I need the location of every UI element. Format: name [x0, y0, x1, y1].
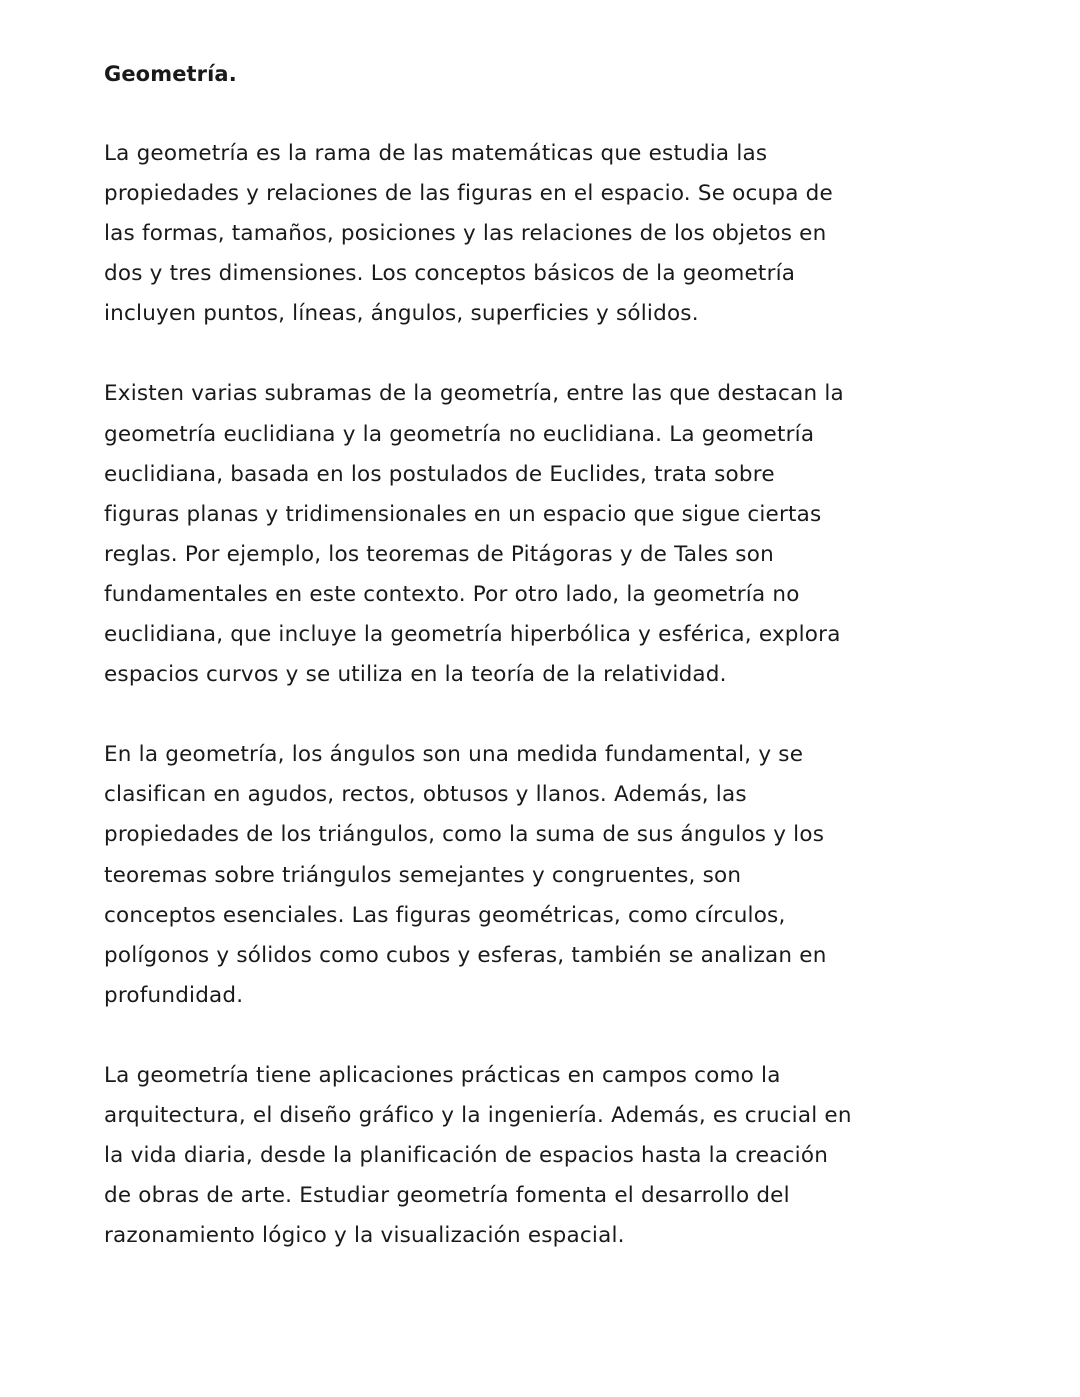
text-line: La geometría tiene aplicaciones prácticas en campos como la: [104, 1062, 781, 1088]
text-line: euclidiana, basada en los postulados de Euclides, trata sobre: [104, 461, 775, 487]
text-line: dos y tres dimensiones. Los conceptos básicos de la geometría: [104, 261, 796, 287]
text-line: propiedades y relaciones de las figuras en el espacio. Se ocupa de: [104, 181, 833, 207]
text-line: reglas. Por ejemplo, los teoremas de Pitágoras y de Tales son: [104, 541, 774, 567]
text-line: Existen varias subramas de la geometría, entre las que destacan la: [104, 381, 844, 407]
paragraph-2: [104, 374, 904, 695]
text-line: figuras planas y tridimensionales en un espacio que sigue ciertas: [104, 501, 822, 527]
document-title: Geometría.: [104, 62, 237, 86]
text-line: clasifican en agudos, rectos, obtusos y llanos. Además, las: [104, 782, 747, 808]
paragraph-4: [104, 1056, 904, 1256]
text-line: En la geometría, los ángulos son una medida fundamental, y se: [104, 742, 804, 768]
text-line: la vida diaria, desde la planificación de espacios hasta la creación: [104, 1143, 829, 1169]
paragraph-1: [104, 134, 904, 334]
text-line: profundidad.: [104, 982, 244, 1008]
document-page: [104, 54, 904, 1296]
text-line: razonamiento lógico y la visualización espacial.: [104, 1223, 625, 1249]
paragraph-3: [104, 735, 904, 1016]
text-line: de obras de arte. Estudiar geometría fomenta el desarrollo del: [104, 1183, 790, 1209]
text-line: conceptos esenciales. Las figuras geométricas, como círculos,: [104, 902, 786, 928]
text-line: incluyen puntos, líneas, ángulos, superficies y sólidos.: [104, 301, 699, 327]
text-line: las formas, tamaños, posiciones y las relaciones de los objetos en: [104, 221, 827, 247]
text-line: teoremas sobre triángulos semejantes y congruentes, son: [104, 862, 742, 888]
text-line: arquitectura, el diseño gráfico y la ingeniería. Además, es crucial en: [104, 1102, 852, 1128]
text-line: propiedades de los triángulos, como la suma de sus ángulos y los: [104, 822, 825, 848]
text-line: euclidiana, que incluye la geometría hiperbólica y esférica, explora: [104, 622, 841, 648]
text-line: polígonos y sólidos como cubos y esferas, también se analizan en: [104, 942, 827, 968]
text-line: espacios curvos y se utiliza en la teoría de la relatividad.: [104, 662, 727, 688]
text-line: geometría euclidiana y la geometría no euclidiana. La geometría: [104, 421, 815, 447]
text-line: La geometría es la rama de las matemáticas que estudia las: [104, 141, 768, 166]
text-line: fundamentales en este contexto. Por otro lado, la geometría no: [104, 581, 800, 607]
